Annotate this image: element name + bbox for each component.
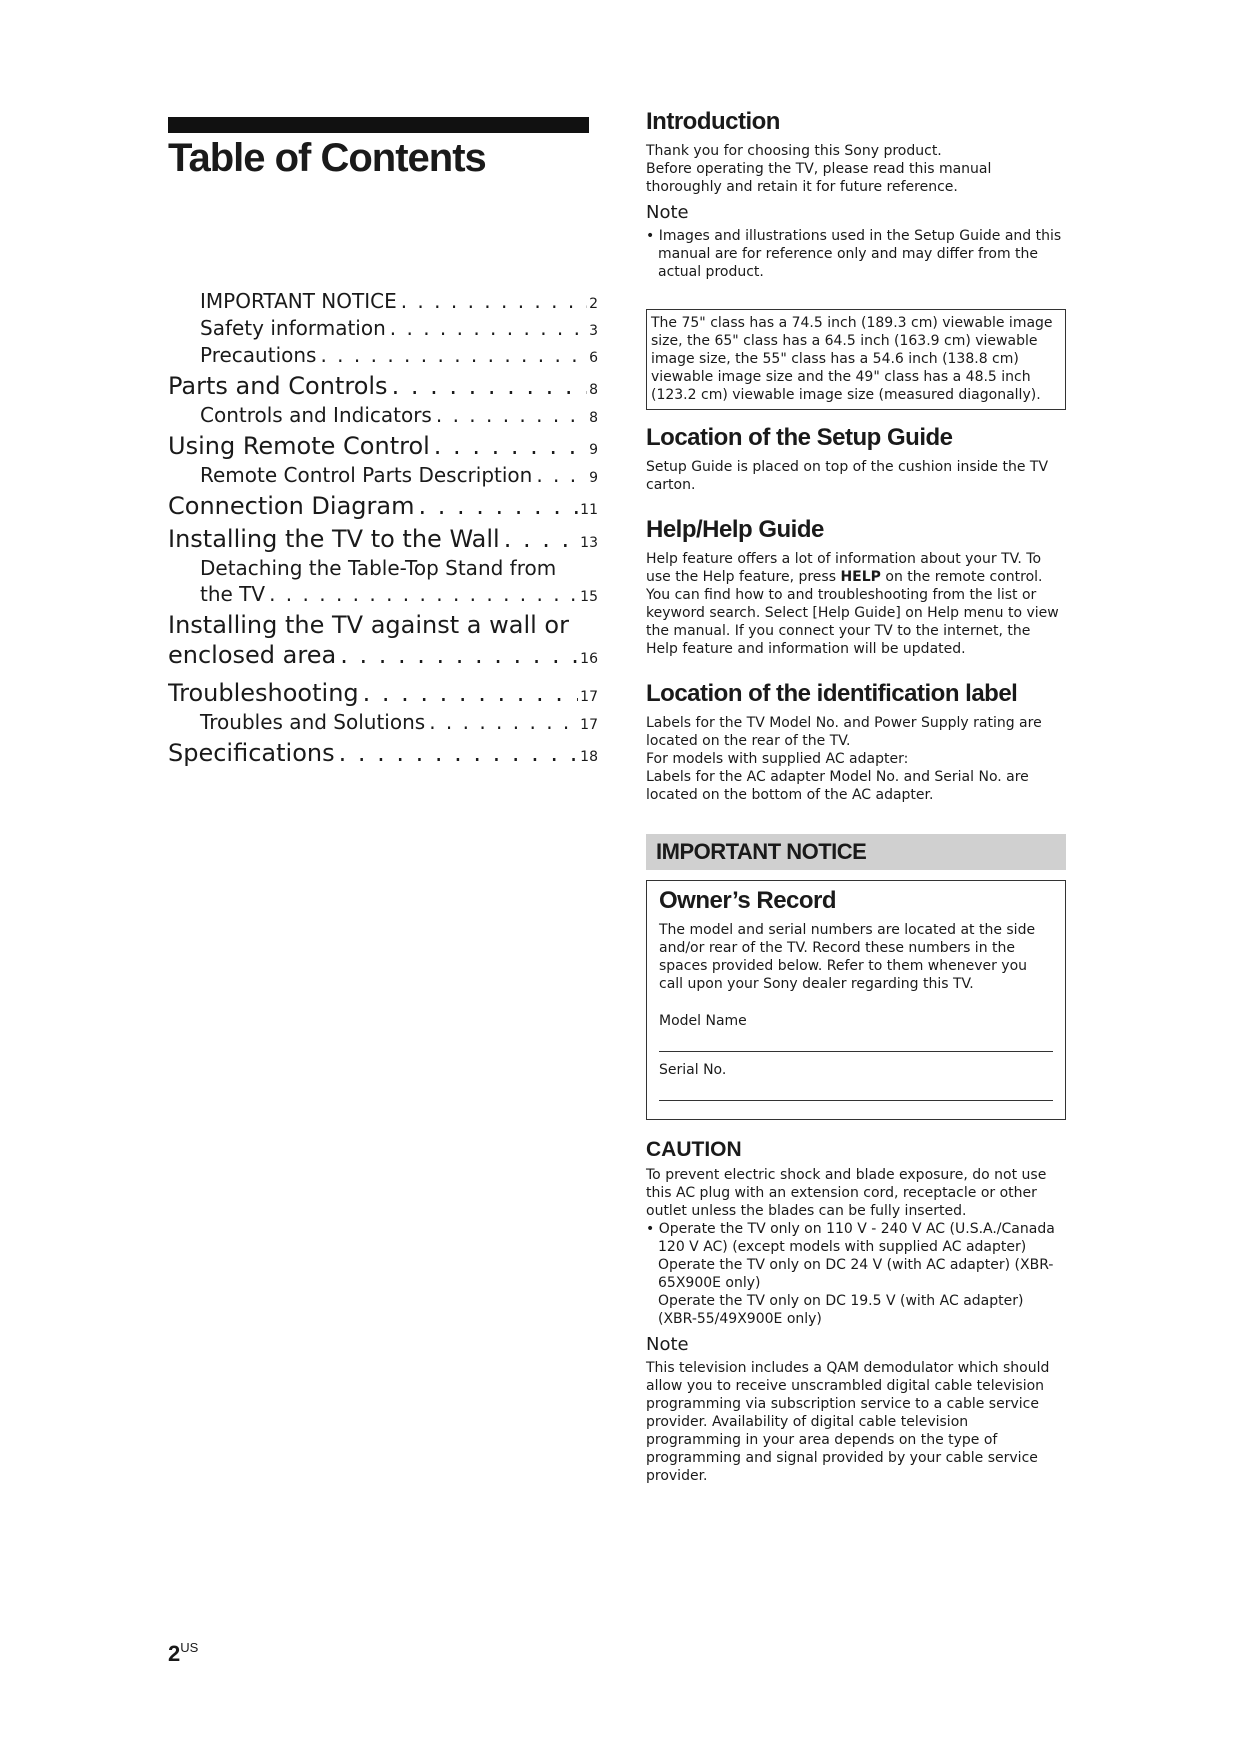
- toc-entry-installing-against-wall-line1[interactable]: Installing the TV against a wall or: [168, 611, 569, 639]
- serial-no-field[interactable]: [659, 1078, 1053, 1101]
- intro-line2: Before operating the TV, please read this manual thoroughly and retain it for future reference.: [646, 161, 992, 195]
- model-name-label: Model Name: [659, 1013, 747, 1029]
- page-number: $2^{US}$: [168, 1640, 199, 1666]
- caution-line3: Operate the TV only on DC 19.5 V (with AC adapter) (XBR-55/49X900E only): [658, 1293, 1024, 1327]
- toc-entry-detaching-stand[interactable]: the TV . . . 15: [168, 581, 598, 607]
- owners-record-heading: Owner’s Record: [659, 887, 837, 914]
- intro-note-bullet: • Images and illustrations used in the Setup Guide and this manual are for reference only and may differ from the actual product.: [646, 228, 1062, 280]
- owners-record-box: [646, 880, 1066, 1120]
- toc-entry-precautions[interactable]: Precautions . . . 6: [168, 342, 598, 368]
- id-label-line3: Labels for the AC adapter Model No. and Serial No. are located on the bottom of the AC adapter.: [646, 769, 1029, 803]
- id-label-line1: Labels for the TV Model No. and Power Supply rating are located on the rear of the TV.: [646, 715, 1042, 749]
- toc-entry-detaching-stand-line1[interactable]: Detaching the Table-Top Stand from: [200, 556, 557, 580]
- toc-entry-specifications[interactable]: Specifications . . . 18: [168, 738, 598, 768]
- caution-text: To prevent electric shock and blade exposure, do not use this AC plug with an extension cord, receptacle or other outlet unless the blades can be fully inserted.: [646, 1167, 1047, 1219]
- intro-line1: Thank you for choosing this Sony product.: [646, 143, 942, 159]
- setup-guide-heading: Location of the Setup Guide: [646, 424, 953, 451]
- id-label-heading: Location of the identification label: [646, 680, 1018, 707]
- toc-entry-connection-diagram[interactable]: Connection Diagram . . . 11: [168, 491, 598, 521]
- caution-bullet1: • Operate the TV only on 110 V - 240 V AC (U.S.A./Canada 120 V AC) (except models with supplied AC adapter): [646, 1221, 1055, 1255]
- viewable-size-box: The 75" class has a 74.5 inch (189.3 cm) viewable image size, the 65" class has a 64.5 inch (163.9 cm) viewable image size, the 55" class has a 54.6 inch (138.8 cm) viewable image size and the 49" class has a 48.5 inch (123.2 cm) viewable image size (measured diagonally).: [646, 309, 1066, 410]
- intro-note-heading: Note: [646, 202, 689, 223]
- toc-entry-troubleshooting[interactable]: Troubleshooting . . . 17: [168, 678, 598, 708]
- important-notice-heading: IMPORTANT NOTICE: [656, 839, 867, 864]
- caution-heading: CAUTION: [646, 1138, 742, 1161]
- important-notice-bar: [646, 834, 1066, 870]
- help-text: Help feature offers a lot of information about your TV. To use the Help feature, press HELP on the remote control. You can find how to and troubleshooting from the list or keyword search. Select [Help Guide] on Help menu to view the manual. If you connect your TV to the internet, the Help feature and information will be updated.: [646, 551, 1059, 657]
- toc-list: [168, 288, 598, 769]
- caution-note-heading: Note: [646, 1334, 689, 1355]
- right-column: [646, 108, 1066, 1485]
- serial-no-label: Serial No.: [659, 1062, 727, 1078]
- toc-entry-troubles-and-solutions[interactable]: Troubles and Solutions . . . 17: [168, 709, 598, 735]
- help-heading: Help/Help Guide: [646, 516, 824, 543]
- model-name-field[interactable]: [659, 1029, 1053, 1052]
- toc-entry-installing-to-wall[interactable]: Installing the TV to the Wall . . . 13: [168, 524, 598, 554]
- toc-entry-remote-control-parts[interactable]: Remote Control Parts Description . . . 9: [168, 462, 598, 488]
- setup-guide-text: Setup Guide is placed on top of the cushion inside the TV carton.: [646, 459, 1049, 493]
- caution-line2: Operate the TV only on DC 24 V (with AC adapter) (XBR-65X900E only): [658, 1257, 1054, 1291]
- toc-entry-using-remote-control[interactable]: Using Remote Control . . . 9: [168, 431, 598, 461]
- caution-note-text: This television includes a QAM demodulator which should allow you to receive unscrambled digital cable television programming via subscription service to a cable service provider. Availability of digital cable television programming in your area depends on the type of programming and signal provided by your cable service provider.: [646, 1360, 1050, 1484]
- toc-title: Table of Contents: [168, 136, 486, 180]
- toc-entry-important-notice[interactable]: IMPORTANT NOTICE . . . 2: [168, 288, 598, 314]
- id-label-line2: For models with supplied AC adapter:: [646, 751, 909, 767]
- toc-entry-installing-against-wall[interactable]: enclosed area . . . 16: [168, 640, 598, 670]
- toc-entry-controls-and-indicators[interactable]: Controls and Indicators . . . 8: [168, 402, 598, 428]
- toc-entry-parts-and-controls[interactable]: Parts and Controls . . . 8: [168, 371, 598, 401]
- owners-record-text: The model and serial numbers are located at the side and/or rear of the TV. Record these numbers in the spaces provided below. Refer to them whenever you call upon your Sony dealer regarding this TV.: [659, 922, 1036, 992]
- help-key: HELP: [840, 569, 881, 585]
- intro-heading: Introduction: [646, 108, 780, 135]
- toc-title-bar: [168, 117, 589, 133]
- toc-entry-safety-information[interactable]: Safety information . . . 3: [168, 315, 598, 341]
